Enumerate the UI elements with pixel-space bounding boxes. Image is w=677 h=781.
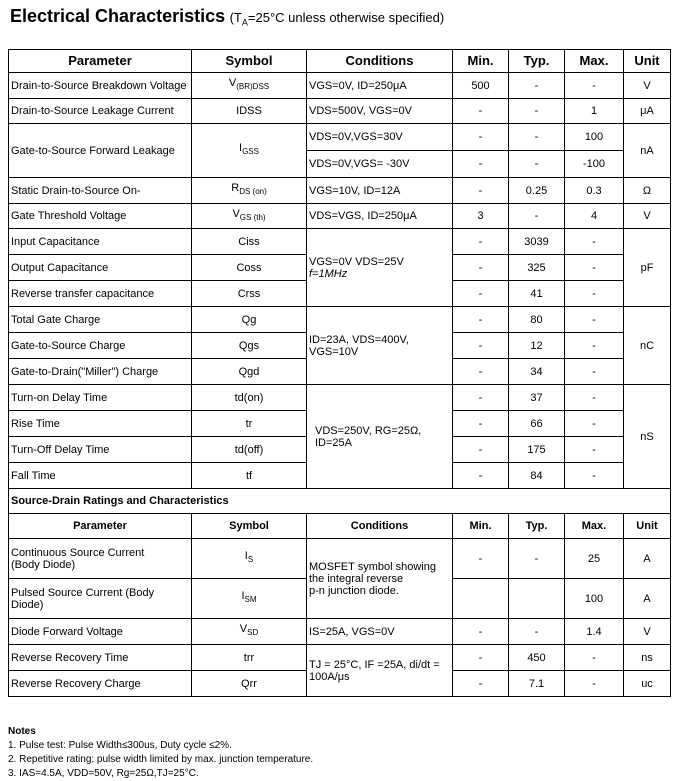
max-cell: 100 (565, 124, 624, 151)
min-cell: - (453, 411, 509, 437)
max-cell: - (565, 307, 624, 333)
max-cell: - (565, 437, 624, 463)
param-cell: Gate-to-Source Forward Leakage (9, 124, 192, 178)
typ-cell: - (509, 204, 565, 229)
table-row (9, 307, 671, 333)
max-cell: - (565, 645, 624, 671)
param-cell: Total Gate Charge (9, 307, 192, 333)
min-cell: - (453, 99, 509, 124)
typ-cell: 80 (509, 307, 565, 333)
max-cell: - (565, 333, 624, 359)
unit-cell: uc (624, 671, 671, 697)
param-cell: Static Drain-to-Source On- (9, 178, 192, 204)
max-cell: - (565, 255, 624, 281)
table-row (9, 645, 671, 671)
symbol-cell: $V_{(BR)DSS}$ (192, 73, 307, 99)
unit-cell: nS (624, 385, 671, 489)
max-cell: - (565, 73, 624, 99)
max-cell: 4 (565, 204, 624, 229)
header-max: Max. (565, 50, 624, 73)
conditions-cell: VDS=500V, VGS=0V (307, 99, 453, 124)
symbol-cell: td(off) (192, 437, 307, 463)
section-header-row (9, 489, 671, 514)
param-cell: Reverse transfer capacitance (9, 281, 192, 307)
note-item: 1. Pulse test: Pulse Width≤300us, Duty cycle ≤2%. (8, 740, 232, 751)
conditions-cell: VGS=0V VDS=25V f=1MHz (307, 229, 453, 307)
typ-cell: - (509, 124, 565, 151)
symbol-cell: $I_{GSS}$ (192, 124, 307, 178)
param-cell: Turn-on Delay Time (9, 385, 192, 411)
max-cell: - (565, 229, 624, 255)
symbol-cell: IDSS (192, 99, 307, 124)
max-cell: 100 (565, 579, 624, 619)
conditions-cell: VDS=250V, RG=25Ω, ID=25A (307, 385, 453, 489)
symbol-cell: $V_{GS (th)}$ (192, 204, 307, 229)
param-cell: Reverse Recovery Charge (9, 671, 192, 697)
unit-cell: A (624, 539, 671, 579)
unit-cell: nA (624, 124, 671, 178)
symbol-cell: Qgs (192, 333, 307, 359)
typ-cell: 325 (509, 255, 565, 281)
electrical-characteristics-table (8, 49, 671, 697)
note-item: 2. Repetitive rating; pulse width limited by max. junction temperature. (8, 754, 314, 765)
param-cell: Drain-to-Source Leakage Current (9, 99, 192, 124)
header-conditions: Conditions (307, 514, 453, 539)
header-parameter: Parameter (9, 50, 192, 73)
max-cell: -100 (565, 151, 624, 178)
max-cell: - (565, 281, 624, 307)
min-cell: - (453, 463, 509, 489)
header-typ: Typ. (509, 514, 565, 539)
symbol-cell: Ciss (192, 229, 307, 255)
table-row (9, 204, 671, 229)
unit-cell: V (624, 73, 671, 99)
max-cell: 0.3 (565, 178, 624, 204)
typ-cell: 7.1 (509, 671, 565, 697)
param-cell: Fall Time (9, 463, 192, 489)
header-conditions: Conditions (307, 50, 453, 73)
max-cell: - (565, 463, 624, 489)
min-cell: 3 (453, 204, 509, 229)
min-cell: - (453, 385, 509, 411)
table-row (9, 99, 671, 124)
typ-cell: - (509, 73, 565, 99)
title-main: Electrical Characteristics (10, 6, 226, 26)
min-cell: - (453, 619, 509, 645)
max-cell: - (565, 671, 624, 697)
param-cell: Continuous Source Current (Body Diode) (9, 539, 192, 579)
min-cell: - (453, 437, 509, 463)
param-cell: Reverse Recovery Time (9, 645, 192, 671)
title-conditions: ($T_A=25^\circ C$ unless otherwise specified) (229, 10, 445, 28)
table-row (9, 539, 671, 579)
unit-cell: A (624, 579, 671, 619)
header-max: Max. (565, 514, 624, 539)
min-cell: - (453, 178, 509, 204)
symbol-cell: $I_S$ (192, 539, 307, 579)
notes-title: Notes (8, 726, 36, 737)
max-cell: 1.4 (565, 619, 624, 645)
min-cell: - (453, 281, 509, 307)
typ-cell: 37 (509, 385, 565, 411)
min-cell: - (453, 671, 509, 697)
max-cell: 25 (565, 539, 624, 579)
header-row (9, 50, 671, 73)
table-row (9, 619, 671, 645)
conditions-cell: VGS=10V, ID=12A (307, 178, 453, 204)
typ-cell: 41 (509, 281, 565, 307)
param-cell: Diode Forward Voltage (9, 619, 192, 645)
table-row (9, 73, 671, 99)
param-cell: Gate-to-Drain("Miller") Charge (9, 359, 192, 385)
typ-cell: 3039 (509, 229, 565, 255)
typ-cell: 34 (509, 359, 565, 385)
conditions-cell: VGS=0V, ID=250μA (307, 73, 453, 99)
header-unit: Unit (624, 50, 671, 73)
header-symbol: Symbol (192, 50, 307, 73)
conditions-cell: MOSFET symbol showing the integral reverse p-n junction diode. (307, 539, 453, 619)
min-cell (453, 579, 509, 619)
typ-cell: - (509, 151, 565, 178)
typ-cell: 175 (509, 437, 565, 463)
table-row (9, 178, 671, 204)
min-cell: - (453, 255, 509, 281)
symbol-cell: $R_{DS (on)}$ (192, 178, 307, 204)
min-cell: - (453, 539, 509, 579)
typ-cell: 84 (509, 463, 565, 489)
header-row (9, 514, 671, 539)
symbol-cell: tf (192, 463, 307, 489)
note-item: 3. IAS=4.5A, VDD=50V, Rg=25Ω,TJ=25°C. (8, 768, 199, 779)
header-unit: Unit (624, 514, 671, 539)
param-cell: Output Capacitance (9, 255, 192, 281)
conditions-cell: TJ = 25°C, IF =25A, di/dt = 100A/μs (307, 645, 453, 697)
typ-cell: - (509, 539, 565, 579)
symbol-cell: Qg (192, 307, 307, 333)
max-cell: - (565, 385, 624, 411)
param-cell: Rise Time (9, 411, 192, 437)
typ-cell: - (509, 619, 565, 645)
unit-cell: nC (624, 307, 671, 385)
notes-section (8, 725, 313, 781)
typ-cell: - (509, 99, 565, 124)
header-min: Min. (453, 514, 509, 539)
max-cell: 1 (565, 99, 624, 124)
typ-cell: 66 (509, 411, 565, 437)
header-parameter: Parameter (9, 514, 192, 539)
conditions-cell: VDS=0V,VGS= -30V (307, 151, 453, 178)
symbol-cell: Qrr (192, 671, 307, 697)
section-title: Source-Drain Ratings and Characteristics (9, 489, 671, 514)
param-cell: Drain-to-Source Breakdown Voltage (9, 73, 192, 99)
param-cell: Gate-to-Source Charge (9, 333, 192, 359)
min-cell: - (453, 333, 509, 359)
max-cell: - (565, 411, 624, 437)
min-cell: - (453, 229, 509, 255)
symbol-cell: trr (192, 645, 307, 671)
conditions-cell: VDS=0V,VGS=30V (307, 124, 453, 151)
min-cell: - (453, 124, 509, 151)
unit-cell: Ω (624, 178, 671, 204)
typ-cell: 0.25 (509, 178, 565, 204)
min-cell: 500 (453, 73, 509, 99)
min-cell: - (453, 151, 509, 178)
unit-cell: μA (624, 99, 671, 124)
min-cell: - (453, 359, 509, 385)
param-cell: Pulsed Source Current (Body Diode) (9, 579, 192, 619)
header-min: Min. (453, 50, 509, 73)
typ-cell: 450 (509, 645, 565, 671)
symbol-cell: Crss (192, 281, 307, 307)
symbol-cell: Qgd (192, 359, 307, 385)
table-row (9, 385, 671, 411)
unit-cell: V (624, 204, 671, 229)
symbol-cell: Coss (192, 255, 307, 281)
unit-cell: V (624, 619, 671, 645)
header-typ: Typ. (509, 50, 565, 73)
unit-cell: ns (624, 645, 671, 671)
typ-cell: 12 (509, 333, 565, 359)
table-row (9, 124, 671, 151)
max-cell: - (565, 359, 624, 385)
symbol-cell: $V_{SD}$ (192, 619, 307, 645)
table-row (9, 229, 671, 255)
min-cell: - (453, 307, 509, 333)
page-title (10, 6, 444, 28)
symbol-cell: $I_{SM}$ (192, 579, 307, 619)
header-symbol: Symbol (192, 514, 307, 539)
param-cell: Turn-Off Delay Time (9, 437, 192, 463)
param-cell: Gate Threshold Voltage (9, 204, 192, 229)
typ-cell (509, 579, 565, 619)
min-cell: - (453, 645, 509, 671)
unit-cell: pF (624, 229, 671, 307)
param-cell: Input Capacitance (9, 229, 192, 255)
conditions-cell: VDS=VGS, ID=250μA (307, 204, 453, 229)
conditions-cell: ID=23A, VDS=400V, VGS=10V (307, 307, 453, 385)
symbol-cell: tr (192, 411, 307, 437)
conditions-cell: IS=25A, VGS=0V (307, 619, 453, 645)
symbol-cell: td(on) (192, 385, 307, 411)
